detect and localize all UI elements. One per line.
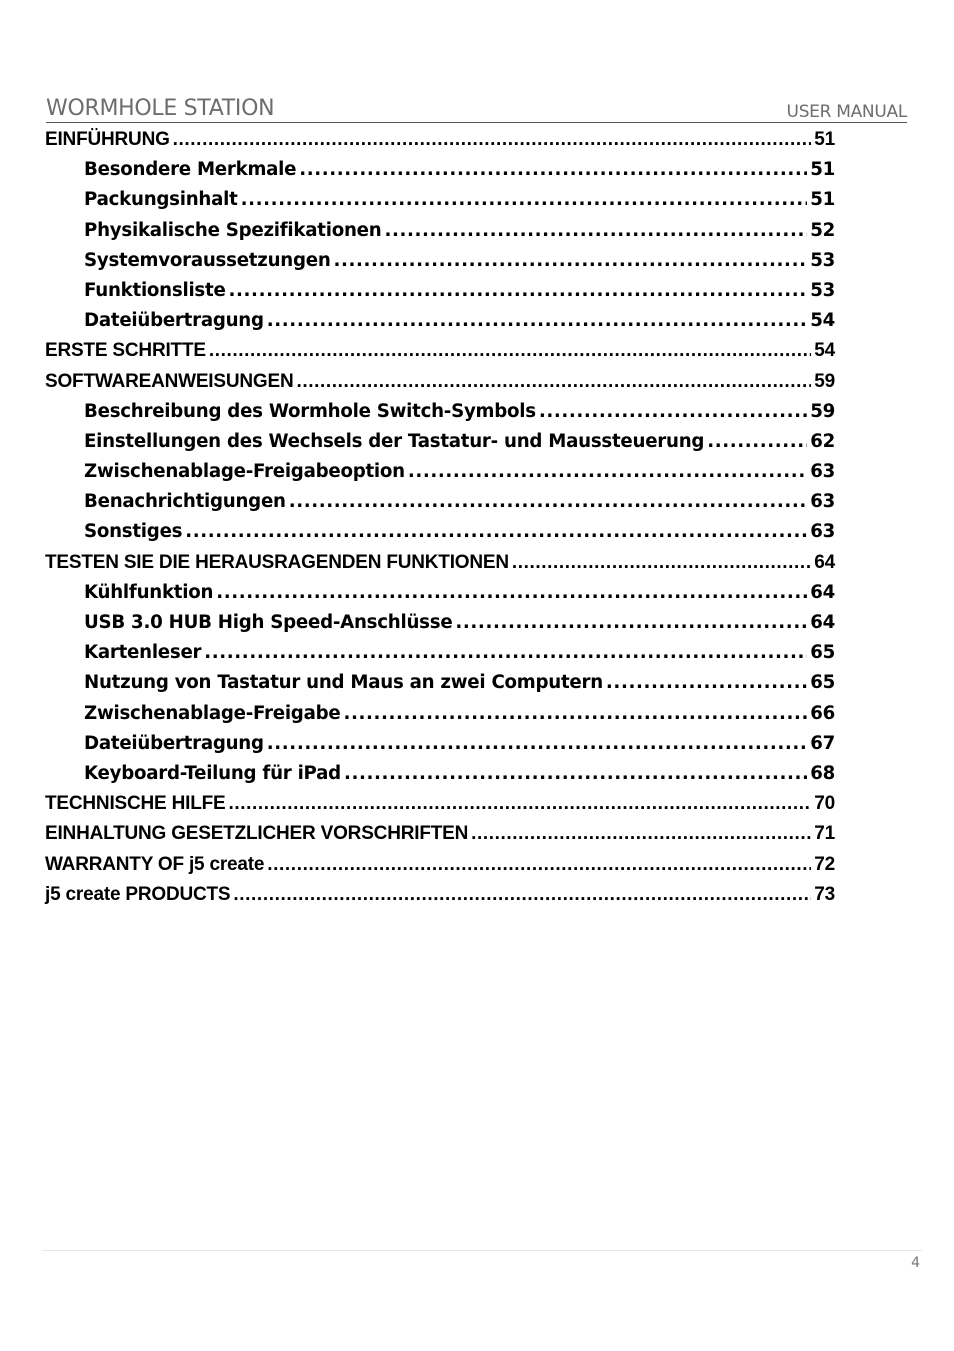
- toc-section-entry[interactable]: [45, 487, 835, 517]
- toc-chapter-entry[interactable]: [45, 789, 835, 819]
- toc-section-entry[interactable]: [45, 608, 835, 638]
- toc-entry-page-number: 51: [810, 159, 835, 181]
- toc-section-entry[interactable]: [45, 517, 835, 547]
- toc-entry-page-number: 68: [810, 762, 835, 784]
- toc-entry-page-number: 53: [810, 249, 835, 271]
- toc-section-entry[interactable]: [45, 306, 835, 336]
- toc-entry-title: Dateiübertragung: [84, 732, 264, 754]
- toc-entry-title: Dateiübertragung: [84, 310, 264, 332]
- toc-section-entry[interactable]: [45, 668, 835, 698]
- toc-entry-title: Nutzung von Tastatur und Maus an zwei Computern: [84, 672, 603, 694]
- toc-section-entry[interactable]: [45, 155, 835, 185]
- toc-entry-page-number: 63: [810, 521, 835, 543]
- toc-entry-title: Benachrichtigungen: [84, 491, 286, 513]
- toc-section-entry[interactable]: [45, 427, 835, 457]
- toc-entry-title: Einstellungen des Wechsels der Tastatur- und Maussteuerung: [84, 430, 705, 452]
- toc-dot-leader: [455, 608, 807, 638]
- toc-section-entry[interactable]: [45, 246, 835, 276]
- toc-entry-page-number: 59: [814, 370, 835, 392]
- toc-entry-page-number: 54: [814, 340, 835, 362]
- toc-dot-leader: [471, 819, 811, 849]
- toc-entry-page-number: 67: [810, 732, 835, 754]
- toc-entry-title: USB 3.0 HUB High Speed-Anschlüsse: [84, 612, 453, 633]
- table-of-contents: [45, 125, 835, 910]
- toc-section-entry[interactable]: [45, 638, 835, 668]
- toc-entry-page-number: 70: [814, 793, 835, 815]
- toc-entry-page-number: 64: [814, 551, 835, 573]
- toc-entry-title: j5 create PRODUCTS: [45, 883, 231, 905]
- toc-entry-page-number: 63: [810, 491, 835, 513]
- toc-section-entry[interactable]: [45, 185, 835, 215]
- toc-dot-leader: [267, 729, 807, 759]
- toc-entry-title: EINHALTUNG GESETZLICHER VORSCHRIFTEN: [45, 823, 469, 845]
- toc-entry-page-number: 73: [814, 883, 835, 905]
- toc-dot-leader: [334, 246, 808, 276]
- footer-divider: [42, 1250, 922, 1251]
- toc-chapter-entry[interactable]: [45, 125, 835, 155]
- toc-entry-page-number: 72: [814, 853, 835, 875]
- toc-chapter-entry[interactable]: [45, 819, 835, 849]
- toc-entry-title: WARRANTY OF j5 create: [45, 853, 265, 875]
- toc-entry-page-number: 66: [810, 702, 835, 724]
- toc-chapter-entry[interactable]: [45, 880, 835, 910]
- toc-dot-leader: [384, 216, 807, 246]
- toc-section-entry[interactable]: [45, 578, 835, 608]
- toc-entry-title: TECHNISCHE HILFE: [45, 793, 226, 815]
- toc-entry-title: Funktionsliste: [84, 279, 226, 301]
- toc-entry-title: Zwischenablage-Freigabe: [84, 702, 341, 724]
- toc-dot-leader: [343, 699, 807, 729]
- toc-entry-title: Kühlfunktion: [84, 581, 214, 603]
- toc-dot-leader: [228, 789, 811, 819]
- toc-entry-page-number: 51: [814, 129, 835, 150]
- toc-chapter-entry[interactable]: [45, 336, 835, 366]
- toc-dot-leader: [267, 306, 807, 336]
- toc-dot-leader: [229, 276, 808, 306]
- page-header: [46, 92, 907, 123]
- toc-dot-leader: [233, 880, 811, 910]
- toc-section-entry[interactable]: [45, 699, 835, 729]
- toc-entry-page-number: 65: [810, 642, 835, 664]
- toc-entry-title: SOFTWAREANWEISUNGEN: [45, 370, 294, 392]
- toc-dot-leader: [209, 336, 811, 366]
- toc-entry-page-number: 62: [810, 430, 835, 452]
- toc-entry-title: Kartenleser: [84, 642, 202, 664]
- toc-entry-page-number: 53: [810, 279, 835, 301]
- toc-section-entry[interactable]: [45, 759, 835, 789]
- toc-dot-leader: [707, 427, 807, 457]
- toc-entry-page-number: 63: [810, 461, 835, 483]
- toc-dot-leader: [344, 759, 807, 789]
- toc-entry-title: Packungsinhalt: [84, 189, 238, 211]
- toc-entry-title: ERSTE SCHRITTE: [45, 340, 206, 362]
- toc-entry-page-number: 71: [814, 823, 835, 845]
- toc-dot-leader: [539, 397, 807, 427]
- toc-section-entry[interactable]: [45, 457, 835, 487]
- toc-entry-title: Physikalische Spezifikationen: [84, 219, 382, 241]
- page-number: 4: [911, 1255, 920, 1271]
- toc-entry-page-number: 54: [810, 310, 835, 332]
- toc-dot-leader: [408, 457, 807, 487]
- toc-chapter-entry[interactable]: [45, 548, 835, 578]
- toc-entry-page-number: 64: [810, 581, 835, 603]
- toc-dot-leader: [173, 125, 812, 155]
- toc-entry-title: Systemvoraussetzungen: [84, 249, 331, 271]
- toc-chapter-entry[interactable]: [45, 367, 835, 397]
- toc-dot-leader: [299, 155, 807, 185]
- toc-section-entry[interactable]: [45, 729, 835, 759]
- toc-dot-leader: [241, 185, 808, 215]
- toc-dot-leader: [185, 517, 807, 547]
- toc-dot-leader: [267, 850, 811, 880]
- toc-dot-leader: [289, 487, 807, 517]
- toc-dot-leader: [296, 367, 811, 397]
- toc-section-entry[interactable]: [45, 276, 835, 306]
- toc-entry-page-number: 64: [810, 612, 835, 633]
- toc-section-entry[interactable]: [45, 216, 835, 246]
- toc-dot-leader: [204, 638, 807, 668]
- toc-entry-title: Keyboard-Teilung für iPad: [84, 762, 341, 784]
- toc-entry-title: TESTEN SIE DIE HERAUSRAGENDEN FUNKTIONEN: [45, 551, 509, 573]
- toc-chapter-entry[interactable]: [45, 850, 835, 880]
- toc-entry-title: Zwischenablage-Freigabeoption: [84, 461, 405, 483]
- toc-entry-page-number: 52: [810, 219, 835, 241]
- toc-dot-leader: [216, 578, 807, 608]
- toc-entry-title: Beschreibung des Wormhole Switch-Symbols: [84, 400, 536, 422]
- toc-entry-page-number: 59: [810, 400, 835, 422]
- document-title: WORMHOLE STATION: [46, 96, 275, 121]
- toc-entry-page-number: 51: [810, 189, 835, 211]
- toc-entry-title: Sonstiges: [84, 521, 183, 543]
- toc-dot-leader: [512, 548, 811, 578]
- toc-entry-title: Besondere Merkmale: [84, 159, 297, 181]
- toc-entry-page-number: 65: [810, 672, 835, 694]
- toc-dot-leader: [606, 668, 807, 698]
- document-subtitle: USER MANUAL: [786, 102, 907, 122]
- toc-entry-title: EINFÜHRUNG: [45, 129, 170, 150]
- toc-section-entry[interactable]: [45, 397, 835, 427]
